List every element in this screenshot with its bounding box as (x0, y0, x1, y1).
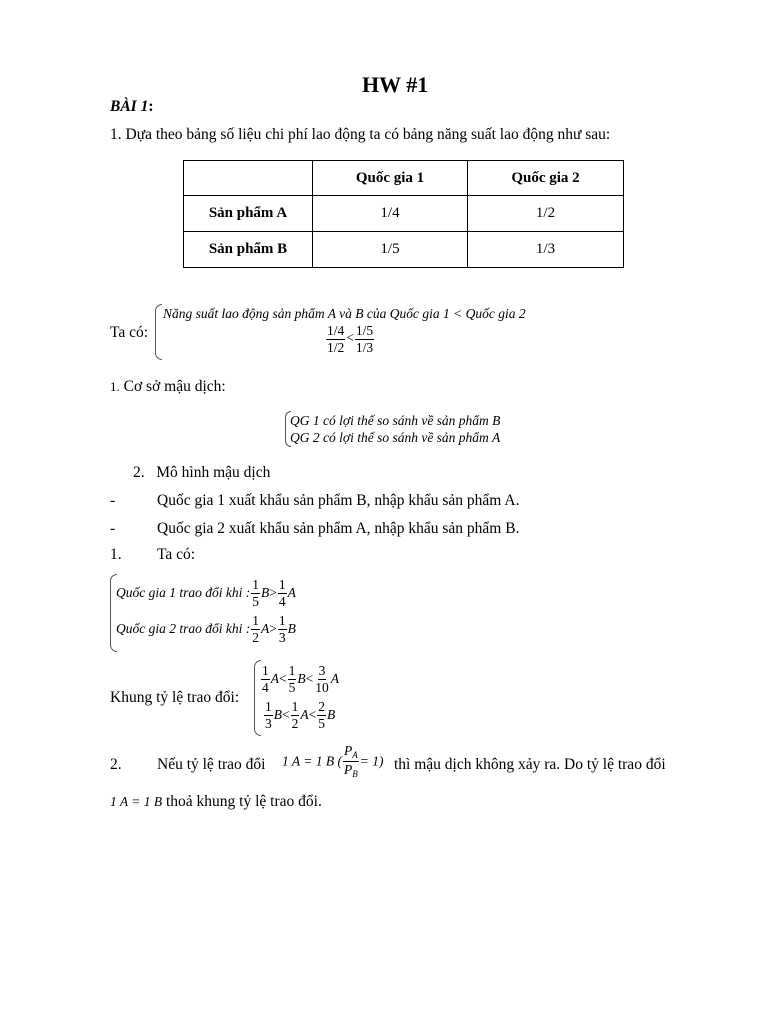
table-cell: 1/2 (468, 196, 624, 232)
fraction-num: 3 (318, 663, 326, 678)
var-a: A (270, 671, 279, 686)
list-item: Quốc gia 2 xuất khẩu sản phẩm A, nhập khẩu sản phẩm B. (157, 520, 520, 537)
intro-paragraph: 1. Dựa theo bảng số liệu chi phí lao động ta có bảng năng suất lao động như sau: (110, 126, 611, 143)
fraction-right (355, 324, 374, 354)
less-than-sign: < (279, 671, 287, 686)
table-header-row (184, 161, 624, 196)
list-item: Quốc gia 1 xuất khẩu sản phẩm B, nhập khẩu sản phẩm A. (157, 492, 520, 509)
fraction-num: 1 (265, 699, 272, 714)
fraction (251, 578, 260, 608)
fraction-den: 3 (265, 715, 272, 731)
basis-heading (110, 378, 226, 396)
fraction-left-den: 1/2 (327, 339, 345, 355)
fraction-den: 2 (291, 715, 299, 731)
productivity-table (183, 160, 624, 268)
fraction-den: 5 (252, 593, 259, 609)
greater-than-sign: > (269, 621, 277, 636)
section-heading-colon: : (148, 98, 154, 115)
conclusion-num: 2. (110, 756, 122, 773)
fraction-right-den: 1/3 (355, 339, 374, 355)
exchange-line-2 (116, 614, 296, 644)
basis-heading-num: 1. (110, 379, 120, 394)
fraction (288, 664, 297, 694)
table-cell: 1/3 (468, 232, 624, 268)
fraction-left-num: 1/4 (327, 323, 345, 338)
var-a: A (300, 707, 309, 722)
exchange-line-1-label: Quốc gia 1 trao đổi khi : (116, 585, 251, 600)
basis-line-2: QG 2 có lợi thế so sánh về sản phẩm A (290, 430, 501, 445)
fraction (261, 664, 270, 694)
fraction-num: 1 (278, 613, 286, 628)
conclusion-text-1: Nếu tỷ lệ trao đổi (157, 756, 266, 773)
table-header-cell (184, 161, 313, 196)
exchange-line-2-label: Quốc gia 2 trao đổi khi : (116, 621, 251, 636)
basis-line-1: QG 1 có lợi thế so sánh về sản phẩm B (290, 413, 501, 428)
fraction-right-num: 1/5 (355, 323, 374, 338)
less-than-sign: < (305, 671, 314, 686)
price-b (343, 762, 359, 779)
range-line-2 (263, 700, 335, 730)
conclusion-line-2-text: thoả khung tỷ lệ trao đổi. (166, 793, 322, 810)
exchange-line-1 (116, 578, 296, 608)
var-b: B (327, 707, 336, 722)
table-cell: 1/5 (313, 232, 468, 268)
price-b-symbol: P (344, 762, 353, 777)
range-line-1 (260, 664, 339, 694)
fraction (251, 614, 260, 644)
var-b: B (297, 671, 306, 686)
basis-heading-label: Cơ sở mậu dịch: (123, 378, 226, 395)
fraction (317, 700, 326, 730)
price-b-subscript: B (352, 769, 358, 779)
price-a-subscript: A (352, 750, 358, 760)
var-a: A (261, 621, 270, 636)
fraction-den: 3 (278, 629, 286, 645)
table-row (184, 196, 624, 232)
fraction-den: 4 (278, 593, 286, 609)
system-brace (155, 304, 162, 360)
price-a-symbol: P (344, 743, 353, 758)
section-heading-label: BÀI 1 (110, 98, 149, 115)
fraction-den: 4 (262, 679, 269, 695)
fraction-num: 1 (262, 663, 269, 678)
equation-start: 1 A = 1 B ( (282, 753, 342, 769)
list-bullet: - (110, 492, 116, 509)
taco-label: Ta có: (110, 324, 149, 341)
fraction-num: 2 (318, 699, 325, 714)
fraction-left (326, 324, 345, 354)
model-heading: 2. Mô hình mậu dịch (133, 464, 271, 481)
table-row-label: Sản phẩm A (184, 196, 313, 232)
price-a (343, 744, 359, 762)
fraction (314, 664, 330, 694)
table-header-cell: Quốc gia 1 (313, 161, 468, 196)
section-heading (110, 98, 154, 116)
exchange-label: Ta có: (157, 546, 196, 563)
fraction-den: 2 (252, 629, 259, 645)
fraction-inequality (325, 324, 375, 354)
fraction (278, 578, 287, 608)
conclusion-text-2: thì mậu dịch không xảy ra. Do tỷ lệ trao đổi (394, 756, 666, 773)
conclusion-equation: 1 A = 1 B (110, 794, 163, 809)
fraction-num: 1 (288, 663, 296, 678)
fraction-num: 1 (278, 577, 286, 592)
equation-end: = 1) (359, 753, 384, 769)
fraction-den: 5 (318, 715, 325, 731)
var-a: A (330, 671, 339, 686)
table-row-label: Sản phẩm B (184, 232, 313, 268)
table-row (184, 232, 624, 268)
less-than-sign: < (282, 707, 290, 722)
fraction-num: 1 (252, 577, 259, 592)
fraction (264, 700, 273, 730)
var-a: A (287, 585, 296, 600)
exchange-num: 1. (110, 546, 122, 563)
fraction (291, 700, 300, 730)
range-label: Khung tỷ lệ trao đổi: (110, 689, 240, 706)
productivity-statement: Năng suất lao động sản phẩm A và B của Quốc gia 1 < Quốc gia 2 (163, 306, 526, 321)
greater-than-sign: > (269, 585, 277, 600)
var-b: B (287, 621, 296, 636)
fraction-den: 10 (315, 679, 329, 695)
fraction (278, 614, 287, 644)
page-title: HW #1 (362, 72, 429, 97)
table-cell: 1/4 (313, 196, 468, 232)
var-b: B (273, 707, 282, 722)
price-ratio-equation (282, 744, 383, 779)
less-than-sign: < (308, 707, 317, 722)
table-header-cell: Quốc gia 2 (468, 161, 624, 196)
less-than-sign: < (346, 330, 354, 346)
var-b: B (261, 585, 270, 600)
fraction-den: 5 (288, 679, 296, 695)
price-fraction (343, 744, 359, 779)
list-bullet: - (110, 520, 116, 537)
fraction-num: 1 (291, 699, 299, 714)
fraction-num: 1 (252, 613, 259, 628)
conclusion-line-2 (110, 793, 322, 811)
